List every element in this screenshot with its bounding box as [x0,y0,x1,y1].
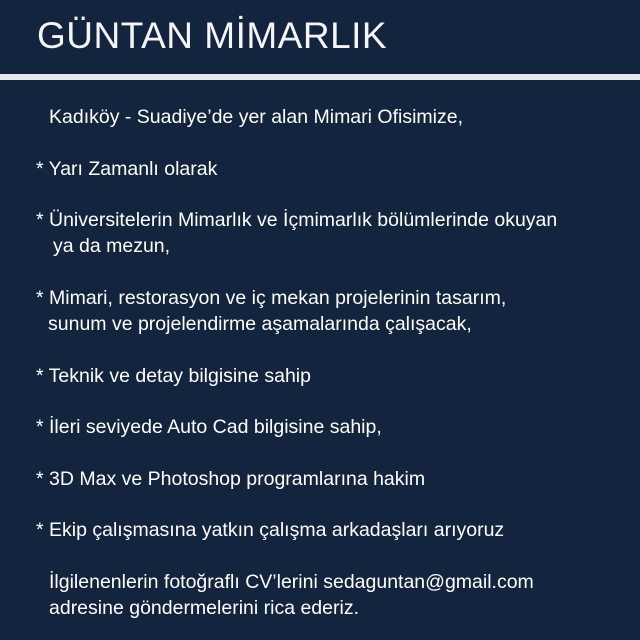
requirement-teamwork: * Ekip çalışmasına yatkın çalışma arkadaşları arıyoruz [36,519,505,541]
requirement-part-time: * Yarı Zamanlı olarak [36,158,218,180]
requirement-3dmax-photoshop: * 3D Max ve Photoshop programlarına hakim [36,468,426,490]
company-title: GÜNTAN MİMARLIK [37,15,388,56]
requirement-autocad: * İleri seviyede Auto Cad bilgisine sahip, [36,416,382,438]
requirement-university-line-1: * Üniversitelerin Mimarlık ve İçmimarlık bölümlerinde okuyan [36,209,558,231]
requirement-technical: * Teknik ve detay bilgisine sahip [36,365,311,387]
requirement-university-line-2: ya da mezun, [53,235,171,257]
intro-text: Kadıköy - Suadiye’de yer alan Mimari Ofisimize, [49,106,463,128]
contact-line-2: adresine göndermelerini rica ederiz. [49,597,359,619]
contact-line-1: İlgilenenlerin fotoğraflı CV’lerini sedaguntan@gmail.com [49,571,534,593]
requirement-projects-line-2: sunum ve projelendirme aşamalarında çalışacak, [48,313,472,335]
header-divider [0,74,640,80]
requirement-projects-line-1: * Mimari, restorasyon ve iç mekan projelerinin tasarım, [36,287,507,309]
header-bar [0,0,640,74]
